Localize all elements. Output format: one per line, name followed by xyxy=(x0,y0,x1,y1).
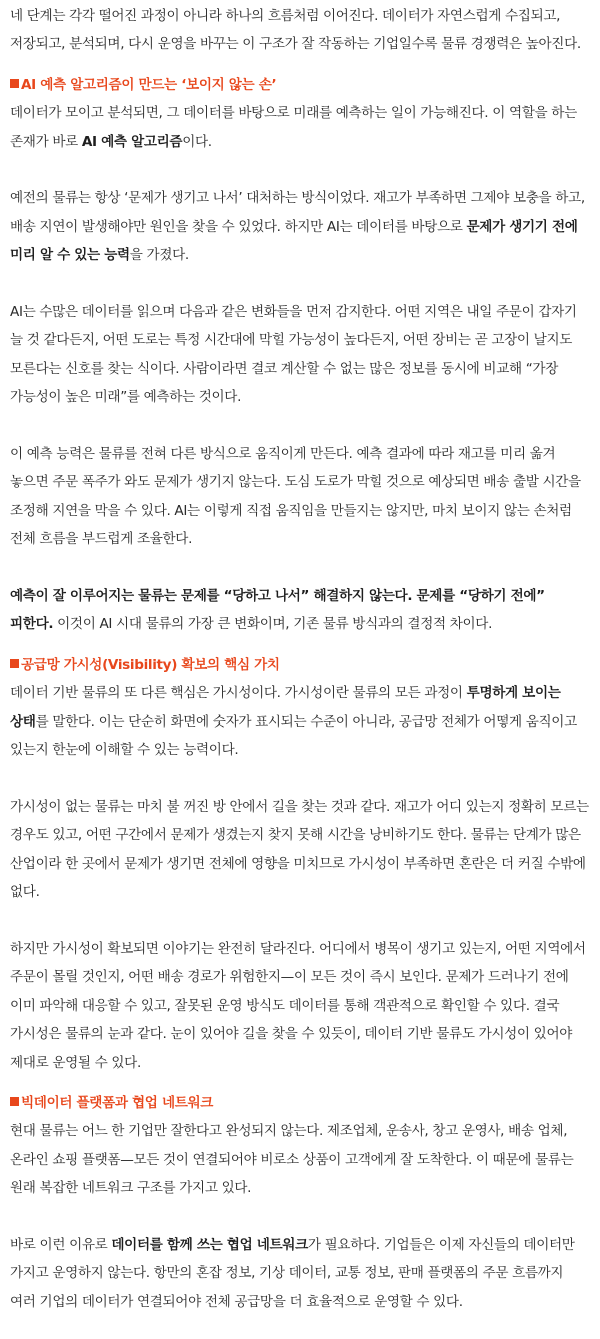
heading-square-icon xyxy=(10,1097,19,1106)
emphasis-text: AI 예측 알고리즘 xyxy=(81,133,183,150)
ai-paragraph-3: AI는 수많은 데이터를 읽으며 다음과 같은 변화들을 먼저 감지한다. 어떤 지역은 내일 주문이 갑자기 늘 것 같다든지, 어떤 도로는 특정 시간대에 막힐 가능성이 높다든지, 어떤 장비는 곧 고장이 날지도 모른다는 신호를 찾는 식이다. 사람이라면 결코 계산할 수 없는 많은 정보를 동시에 비교해 “가장 가능성이 높은 미래”를 예측하는 것이다. xyxy=(10,304,577,406)
section-heading-bigdata xyxy=(10,1089,590,1117)
visibility-paragraph-1 xyxy=(10,679,590,764)
heading-square-icon xyxy=(10,659,19,668)
ai-paragraph-4: 이 예측 능력은 물류를 전혀 다른 방식으로 움직이게 만든다. 예측 결과에 따라 재고를 미리 옮겨 놓으면 주문 폭주가 와도 문제가 생기지 않는다. 도심 도로가 막힐 것으로 예상되면 배송 출발 시간을 조정해 지연을 막을 수 있다. AI는 이렇게 직접 움직임을 만들지는 않지만, 마치 보이지 않는 손처럼 전체 흐름을 부드럽게 조율한다. xyxy=(10,446,581,548)
text-run: 가 필요하다. 기업들은 이제 자신들의 데이터만 가지고 운영하지 않는다. 항만의 혼잡 정보, 기상 데이터, 교통 정보, 판매 플랫폼의 주문 흐름까지 여러 기업의 데이터가 연결되어야 전체 공급망을 더 효율적으로 운영할 수 있다. xyxy=(10,1236,575,1310)
ai-paragraph-2 xyxy=(10,184,590,269)
intro-paragraph: 네 단계는 각각 떨어진 과정이 아니라 하나의 흐름처럼 이어진다. 데이터가 자연스럽게 수집되고, 저장되고, 분석되며, 다시 운영을 바꾸는 이 구조가 잘 작동하는 기업일수록 물류 경쟁력은 높아진다. xyxy=(10,8,581,53)
text-run: 이것이 AI 시대 물류의 가장 큰 변화이며, 기존 물류 방식과의 결정적 차이다. xyxy=(53,616,493,633)
text-run: 을 가졌다. xyxy=(129,247,189,264)
emphasis-text: 투명하게 보이는 상태 xyxy=(10,685,561,730)
visibility-paragraph-3: 하지만 가시성이 확보되면 이야기는 완전히 달라진다. 어디에서 병목이 생기고 있는지, 어떤 지역에서 주문이 몰릴 것인지, 어떤 배송 경로가 위험한지—이 모든 것이 즉시 보인다. 문제가 드러나기 전에 이미 파악해 대응할 수 있고, 잘못된 운영 방식도 데이터를 통해 객관적으로 확인할 수 있다. 결국 가시성은 물류의 눈과 같다. 눈이 있어야 길을 찾을 수 있듯이, 데이터 기반 물류도 가시성이 있어야 제대로 운영될 수 있다. xyxy=(10,940,586,1071)
text-run: 를 말한다. 이는 단순히 화면에 숫자가 표시되는 수준이 아니라, 공급망 전체가 어떻게 움직이고 있는지 한눈에 이해할 수 있는 능력이다. xyxy=(10,713,577,759)
ai-paragraph-5 xyxy=(10,582,590,639)
section-heading-visibility xyxy=(10,651,590,679)
section-heading-ai-prediction xyxy=(10,71,590,99)
bigdata-paragraph-2 xyxy=(10,1231,590,1316)
text-run: 데이터 기반 물류의 또 다른 핵심은 가시성이다. 가시성이란 물류의 모든 과정이 xyxy=(10,685,467,702)
section-heading-text: 빅데이터 플랫폼과 협업 네트워크 xyxy=(21,1094,214,1111)
emphasis-text: 데이터를 함께 쓰는 협업 네트워크 xyxy=(111,1236,308,1253)
heading-square-icon xyxy=(10,79,19,88)
text-run: 이다. xyxy=(182,133,212,150)
visibility-paragraph-2: 가시성이 없는 물류는 마치 불 꺼진 방 안에서 길을 찾는 것과 같다. 재고가 어디 있는지 정확히 모르는 경우도 있고, 어떤 구간에서 문제가 생겼는지 찾지 못해 시간을 낭비하기도 한다. 물류는 단계가 많은 산업이라 한 곳에서 문제가 생기면 전체에 영향을 미치므로 가시성이 부족하면 혼란은 더 커질 수밖에 없다. xyxy=(10,798,589,901)
section-heading-text: 공급망 가시성(Visibility) 확보의 핵심 가치 xyxy=(21,656,280,673)
bigdata-paragraph-1: 현대 물류는 어느 한 기업만 잘한다고 완성되지 않는다. 제조업체, 운송사, 창고 운영사, 배송 업체, 온라인 쇼핑 플랫폼—모든 것이 연결되어야 비로소 상품이 고객에게 잘 도착한다. 이 때문에 물류는 원래 복잡한 네트워크 구조를 가지고 있다. xyxy=(10,1123,574,1197)
text-run: 예전의 물류는 항상 ‘문제가 생기고 나서’ 대처하는 방식이었다. 재고가 부족하면 그제야 보충을 하고, 배송 지연이 발생해야만 원인을 찾을 수 있었다. 하지만 AI는 데이터를 바탕으로 xyxy=(10,190,585,235)
section-heading-text: AI 예측 알고리즘이 만드는 ‘보이지 않는 손’ xyxy=(21,76,277,93)
emphasis-text: 문제가 생기기 전에 미리 알 수 있는 능력 xyxy=(10,218,578,264)
ai-paragraph-1 xyxy=(10,99,590,156)
text-run: 바로 이런 이유로 xyxy=(10,1236,112,1253)
emphasis-text: 예측이 잘 이루어지는 물류는 문제를 “당하고 나서” 해결하지 않는다. 문제를 “당하기 전에” 피한다. xyxy=(10,588,545,633)
text-run: 데이터가 모이고 분석되면, 그 데이터를 바탕으로 미래를 예측하는 일이 가능해진다. 이 역할을 하는 존재가 바로 xyxy=(10,105,577,150)
